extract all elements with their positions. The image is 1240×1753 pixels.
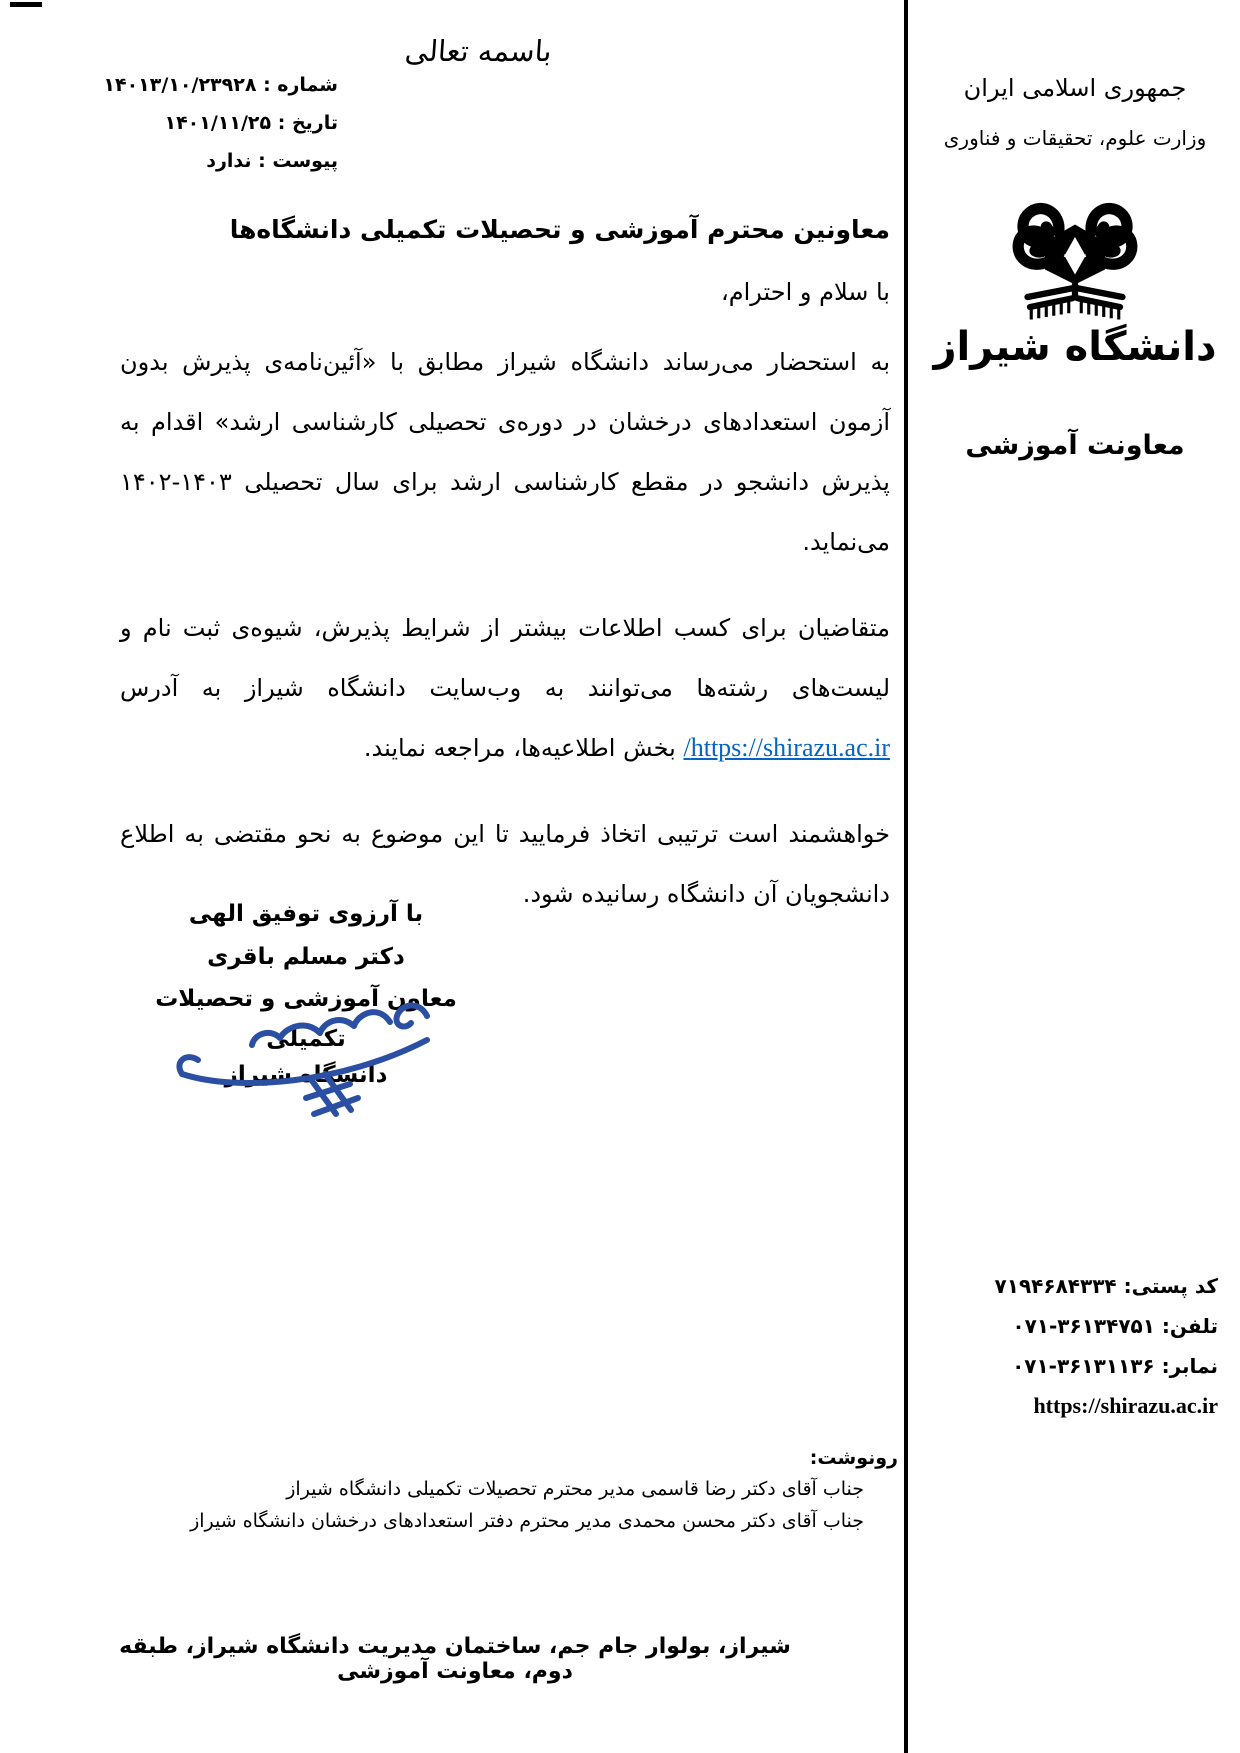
cc-label: رونوشت: (809, 1447, 898, 1469)
signature-closing: با آرزوی توفیق الهی (188, 901, 424, 927)
paragraph-1-text: به استحضار می‌رساند دانشگاه شیراز مطابق با «آئین‌نامه‌ی پذیرش بدون آزمون استعدادهای درخشان در دوره‌ی تحصیلی کارشناسی ارشد» اقدام به پذیرش دانشجو در مقطع کارشناسی ارشد برای سال تحصیلی ۱۴۰۳-۱۴۰۲ می‌نماید. (120, 348, 890, 556)
postal-code-value: ۷۱۹۴۶۸۴۳۳۴ (994, 1274, 1117, 1298)
salutation: با سلام و احترام، (720, 278, 890, 306)
besmele-calligraphy: باسمه تعالی (403, 34, 553, 68)
fax-row (928, 1346, 1218, 1386)
letter-number-row (103, 66, 338, 104)
fax-label: نمابر: (1161, 1354, 1218, 1378)
letter-body (120, 215, 890, 950)
postal-code-label: کد پستی: (1123, 1274, 1218, 1298)
ministry-name: وزارت علوم، تحقیقات و فناوری (943, 126, 1207, 150)
phone-label: تلفن: (1161, 1314, 1218, 1338)
letter-date-value: ۱۴۰۱/۱۱/۲۵ (164, 112, 272, 134)
letterhead-divider-line (904, 0, 908, 1753)
recipient-title: معاونین محترم آموزشی و تحصیلات تکمیلی دانشگاه‌ها (229, 215, 890, 244)
cc-item-1: جناب آقای دکتر رضا قاسمی مدیر محترم تحصیلات تکمیلی دانشگاه شیراز (286, 1478, 864, 1500)
signer-name: دکتر مسلم باقری (207, 944, 405, 970)
letter-meta-block (103, 66, 338, 180)
postal-code-row (928, 1266, 1218, 1306)
paragraph-2 (120, 598, 890, 778)
paragraph-3-text: خواهشمند است ترتیبی اتخاذ فرمایید تا این موضوع به نحو مقتضی به اطلاع دانشجویان آن دانشگاه رسانیده شود. (120, 820, 890, 908)
paragraph-2-before-link: متقاضیان برای کسب اطلاعات بیشتر از شرایط پذیرش، شیوه‌ی ثبت نام و لیست‌های رشته‌ها می‌توانند به وب‌سایت دانشگاه شیراز به آدرس (120, 614, 890, 702)
letter-attachment-row (112, 142, 338, 180)
footer-address: شیراز، بولوار جام جم، ساختمان مدیریت دانشگاه شیراز، طبقه دوم، معاونت آموزشی (119, 1634, 791, 1684)
website-url: https://shirazu.ac.ir (1033, 1393, 1218, 1418)
phone-row (928, 1306, 1218, 1346)
letter-number-label: شماره : (263, 74, 338, 96)
signer-title: معاون آموزشی و تحصیلات تکمیلی (155, 986, 457, 1052)
letter-attachment-label: پیوست : (258, 150, 338, 172)
letter-attachment-value: ندارد (206, 150, 252, 172)
letter-number-value: ۱۴۰۱۳/۱۰/۲۳۹۲۸ (103, 74, 257, 96)
country-name: جمهوری اسلامی ایران (963, 74, 1187, 102)
department-title: معاونت آموزشی (965, 430, 1185, 461)
letter-date-row (112, 104, 338, 142)
letter-date-label: تاریخ : (277, 112, 338, 134)
phone-value: ۰۷۱-۳۶۱۳۴۷۵۱ (1012, 1314, 1155, 1338)
shiraz-university-logo-icon (1000, 192, 1150, 332)
shirazu-website-link[interactable]: https://shirazu.ac.ir/ (683, 733, 890, 762)
contact-block (928, 1266, 1218, 1426)
signer-organization: دانشگاه شیراز (224, 1062, 388, 1088)
handwritten-signature (162, 992, 452, 1122)
paragraph-1 (120, 332, 890, 572)
fax-value: ۰۷۱-۳۶۱۳۱۱۳۶ (1012, 1354, 1155, 1378)
paragraph-2-after-link: بخش اطلاعیه‌ها، مراجعه نمایند. (363, 734, 676, 762)
cc-item-2: جناب آقای دکتر محسن محمدی مدیر محترم دفتر استعدادهای درخشان دانشگاه شیراز (190, 1510, 864, 1532)
university-name-calligraphy: دانشگاه شیراز (933, 324, 1217, 370)
cc-block (190, 1443, 898, 1537)
scan-artifact-mark (10, 2, 42, 7)
